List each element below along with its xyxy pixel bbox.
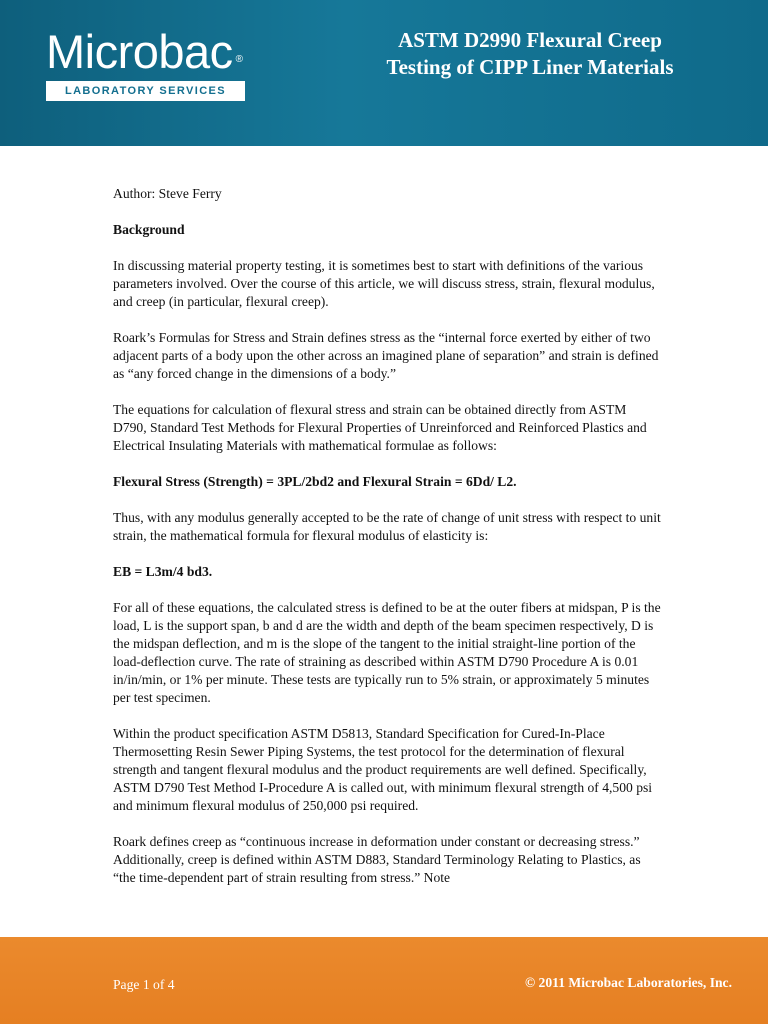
footer-banner: [0, 937, 768, 1024]
section-heading: Background: [113, 222, 185, 237]
copyright-notice: © 2011 Microbac Laboratories, Inc.: [525, 975, 732, 990]
document-title: [340, 27, 720, 81]
paragraph-6: Within the product specification ASTM D5813, Standard Specification for Cured-In-Place Thermosetting Resin Sewer Piping Systems, the test protocol for the determination of flexural strength and tangent flexural modulus and the product requirements are well defined. Specifically, ASTM D790 Test Method I-Procedure A is called out, with minimum flexural strength of 4,500 psi and minimum flexural modulus of 250,000 psi required.: [113, 726, 653, 813]
microbac-logo: [46, 26, 256, 101]
paragraph-1: In discussing material property testing, it is sometimes best to start with definitions of the various parameters involved. Over the course of this article, we will discuss stress, strain, flexural modulus, and creep (in particular, flexural creep).: [113, 258, 655, 309]
registered-mark: ®: [235, 54, 243, 65]
paragraph-5: For all of these equations, the calculated stress is defined to be at the outer fibers at midspan, P is the load, L is the support span, b and d are the width and depth of the beam specimen respectively, D is the midspan deflection, and m is the slope of the tangent to the initial straight-line portion of the load-deflection curve. The rate of straining as described within ASTM D790 Procedure A is 0.01 in/in/min, or 1% per minute. These tests are typically run to 5% strain, or approximately 5 minutes per test specimen.: [113, 600, 661, 705]
logo-name: Microbac: [46, 25, 233, 78]
document-body: [113, 185, 663, 905]
paragraph-2: Roark’s Formulas for Stress and Strain defines stress as the “internal force exerted by either of two adjacent parts of a body upon the other across an imagined plane of separation” and strain is defined as “any forced change in the dimensions of a body.”: [113, 330, 659, 381]
formula-stress-strain: Flexural Stress (Strength) = 3PL/2bd2 and Flexural Strain = 6Dd/ L2.: [113, 474, 517, 489]
paragraph-4: Thus, with any modulus generally accepted to be the rate of change of unit stress with respect to unit strain, the mathematical formula for flexural modulus of elasticity is:: [113, 510, 661, 543]
paragraph-3: The equations for calculation of flexural stress and strain can be obtained directly from ASTM D790, Standard Test Methods for Flexural Properties of Unreinforced and Reinforced Plastics and Electrical Insulating Materials with mathematical formulae as follows:: [113, 402, 647, 453]
page-number: Page 1 of 4: [113, 977, 175, 992]
formula-modulus: EB = L3m/4 bd3.: [113, 564, 213, 579]
author-line: Author: Steve Ferry: [113, 186, 222, 201]
header-banner: [0, 0, 768, 146]
title-line-2: Testing of CIPP Liner Materials: [386, 55, 674, 79]
paragraph-7: Roark defines creep as “continuous increase in deformation under constant or decreasing stress.” Additionally, creep is defined within ASTM D883, Standard Terminology Relating to Plastics, as “the time-dependent part of strain resulting from stress.” Note: [113, 834, 641, 885]
logo-tagline: LABORATORY SERVICES: [46, 81, 245, 101]
title-line-1: ASTM D2990 Flexural Creep: [398, 28, 662, 52]
